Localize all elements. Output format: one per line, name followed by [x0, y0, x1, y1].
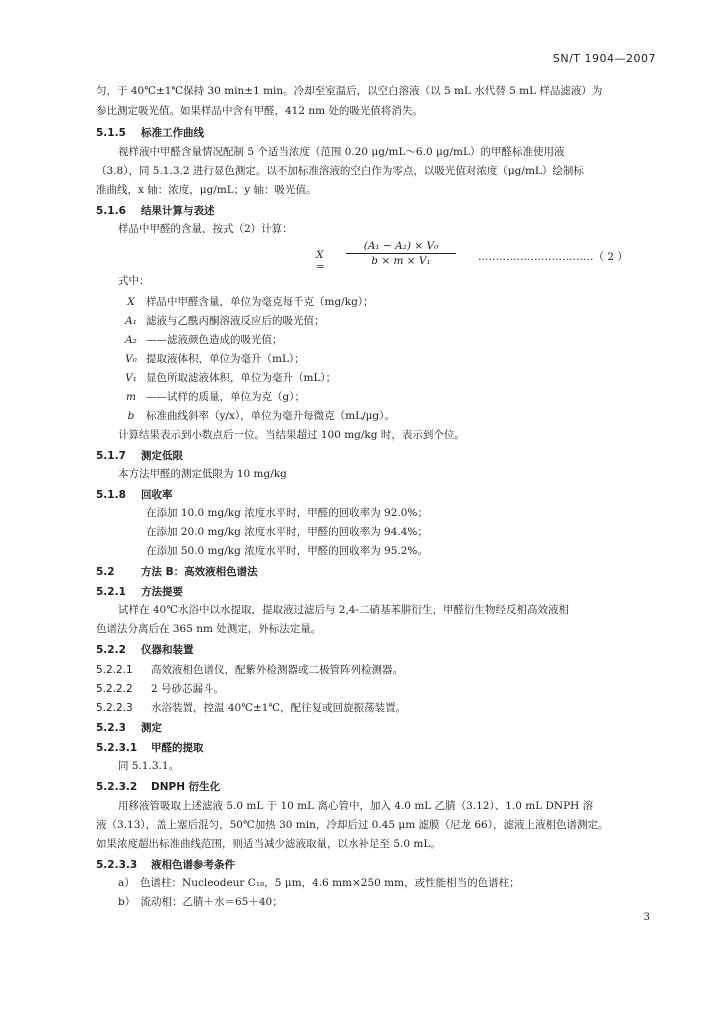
- paragraph-line: 样品中甲醛的含量，按式（2）计算：: [118, 223, 293, 235]
- section-title: 测定低限: [141, 450, 183, 462]
- section-number: 5.2.3.1: [96, 742, 138, 754]
- definition-symbol: X: [127, 296, 135, 308]
- paragraph-line: 同 5.1.3.1。: [118, 760, 180, 772]
- item-5-2-2-3: [96, 700, 406, 715]
- section-title: 甲醛的提取: [151, 742, 204, 754]
- paragraph-line: 液（3.13），盖上塞后混匀，50℃加热 30 min，冷却后过 0.45 μm 滤膜（尼龙 66），滤液上液相色谱测定。: [96, 819, 609, 831]
- page-number: 3: [643, 912, 650, 923]
- definition-line: [116, 294, 374, 309]
- section-number: 5.2.3.2: [96, 781, 138, 793]
- paragraph-line: 用移液管吸取上述滤液 5.0 mL 于 10 mL 离心管中，加入 4.0 mL 乙腈（3.12）、1.0 mL DNPH 溶: [118, 800, 594, 812]
- definition-text: ——试样的质量，单位为克（g）；: [146, 391, 305, 403]
- item-text: 高效液相色谱仪，配紫外检测器或二极管阵列检测器。: [151, 664, 403, 676]
- paragraph-line: 在添加 20.0 mg/kg 浓度水平时，甲醛的回收率为 94.4%；: [146, 526, 428, 538]
- section-number: 5.1.6: [96, 205, 126, 217]
- section-heading-5-2-3-1: [96, 740, 204, 755]
- section-number: 5.2.2: [96, 644, 126, 656]
- section-title: 方法 B：高效液相色谱法: [141, 566, 258, 578]
- definition-line: [116, 332, 283, 347]
- item-text: 水浴装置，控温 40℃±1℃，配往复或回旋振荡装置。: [151, 702, 407, 714]
- definition-symbol: b: [127, 410, 135, 422]
- section-heading-5-2-3: [96, 720, 162, 735]
- section-heading-5-2: [96, 564, 258, 579]
- paragraph-line: 匀，于 40℃±1℃保持 30 min±1 min。冷却至室温后，以空白溶液（以 5 mL 水代替 5 mL 样品滤液）为: [96, 85, 603, 97]
- definition-text: 样品中甲醛含量，单位为毫克每千克（mg/kg）；: [146, 296, 374, 308]
- equation-number: ……………………………（ 2 ）: [478, 251, 628, 263]
- section-heading-5-1-7: [96, 448, 183, 463]
- section-number: 5.1.7: [96, 450, 126, 462]
- section-number: 5.2.1: [96, 586, 126, 598]
- definition-line: [116, 370, 336, 385]
- definition-symbol: V₀: [125, 353, 137, 365]
- section-heading-5-2-3-3: [96, 857, 235, 872]
- section-heading-5-1-8: [96, 487, 173, 502]
- section-number: 5.1.5: [96, 127, 126, 139]
- paragraph-line: 色谱法分离后在 365 nm 处测定，外标法定量。: [96, 623, 322, 635]
- definition-symbol: m: [126, 391, 136, 403]
- list-item: b） 流动相：乙腈＋水＝65＋40；: [118, 896, 283, 908]
- item-5-2-2-2: [96, 681, 224, 696]
- definition-text: ——滤液颜色造成的吸光值；: [146, 334, 283, 346]
- paragraph-line: 参比测定吸光值。如果样品中含有甲醛，412 nm 处的吸光值将消失。: [96, 105, 423, 117]
- definition-symbol: A₂: [125, 334, 137, 346]
- section-title: 仪器和装置: [141, 644, 194, 656]
- definition-symbol: A₁: [125, 315, 137, 327]
- definition-text: 显色所取滤液体积，单位为毫升（mL）；: [146, 372, 337, 384]
- item-text: 2 号砂芯漏斗。: [151, 683, 225, 695]
- section-title: 回收率: [141, 489, 173, 501]
- section-title: 结果计算与表述: [141, 205, 215, 217]
- section-number: 5.2: [96, 566, 115, 578]
- definition-line: [116, 408, 395, 423]
- section-heading-5-1-5: [96, 125, 204, 140]
- paragraph-line: 如果浓度超出标准曲线范围，则适当减少滤液取量，以水补足至 5.0 mL。: [96, 838, 441, 850]
- paragraph-line: 在添加 10.0 mg/kg 浓度水平时，甲醛的回收率为 92.0%；: [146, 507, 428, 519]
- definition-text: 提取液体积，单位为毫升（mL）；: [146, 353, 305, 365]
- formula-numerator: (A₁ − A₂) × V₀: [346, 240, 456, 254]
- definition-line: [116, 351, 305, 366]
- paragraph-line: 试样在 40℃水浴中以水提取，提取液过滤后与 2,4-二硝基苯肼衍生，甲醛衍生物经反相高效液相: [118, 604, 570, 616]
- formula-lhs: X =: [316, 249, 325, 273]
- definition-text: 滤液与乙酰丙酮溶液反应后的吸光值；: [146, 315, 325, 327]
- section-number: 5.2.3: [96, 722, 126, 734]
- definition-line: [116, 389, 305, 404]
- definition-line: [116, 313, 325, 328]
- item-5-2-2-1: [96, 662, 403, 677]
- section-heading-5-2-3-2: [96, 779, 220, 794]
- section-heading-5-2-1: [96, 584, 183, 599]
- list-item: a） 色谱柱：Nucleodeur C₁₈，5 μm，4.6 mm×250 mm，或性能相当的色谱柱；: [118, 877, 520, 889]
- definition-symbol: V₁: [125, 372, 137, 384]
- section-title: 标准工作曲线: [141, 127, 204, 139]
- section-title: 测定: [141, 722, 162, 734]
- paragraph-line: （3.8），同 5.1.3.2 进行显色测定。以不加标准溶液的空白作为零点，以吸光值对浓度（μg/mL）绘制标: [96, 165, 584, 177]
- section-number: 5.2.3.3: [96, 859, 138, 871]
- formula-fraction: [346, 240, 456, 267]
- paragraph-line: 计算结果表示到小数点后一位。当结果超过 100 mg/kg 时，表示到个位。: [118, 429, 465, 441]
- definition-text: 标准曲线斜率（y/x），单位为毫升每微克（mL/μg）。: [146, 410, 395, 422]
- standard-number-header: SN/T 1904—2007: [552, 52, 656, 65]
- section-number: 5.2.2.3: [96, 702, 133, 714]
- section-number: 5.2.2.1: [96, 664, 133, 676]
- section-heading-5-1-6: [96, 203, 215, 218]
- section-title: DNPH 衍生化: [151, 781, 221, 793]
- formula-denominator: b × m × V₁: [371, 255, 431, 267]
- paragraph-line: 准曲线，x 轴：浓度，μg/mL；y 轴：吸光值。: [96, 184, 317, 196]
- section-title: 方法提要: [141, 586, 183, 598]
- paragraph-line: 本方法甲醛的测定低限为 10 mg/kg: [118, 468, 287, 480]
- paragraph-line: 视样液中甲醛含量情况配制 5 个适当浓度（范围 0.20 μg/mL～6.0 μg/mL）的甲醛标准使用液: [118, 146, 565, 158]
- section-title: 液相色谱参考条件: [151, 859, 235, 871]
- section-number: 5.2.2.2: [96, 683, 133, 695]
- section-heading-5-2-2: [96, 642, 194, 657]
- where-label: 式中：: [118, 275, 150, 287]
- paragraph-line: 在添加 50.0 mg/kg 浓度水平时，甲醛的回收率为 95.2%。: [146, 545, 428, 557]
- section-number: 5.1.8: [96, 489, 126, 501]
